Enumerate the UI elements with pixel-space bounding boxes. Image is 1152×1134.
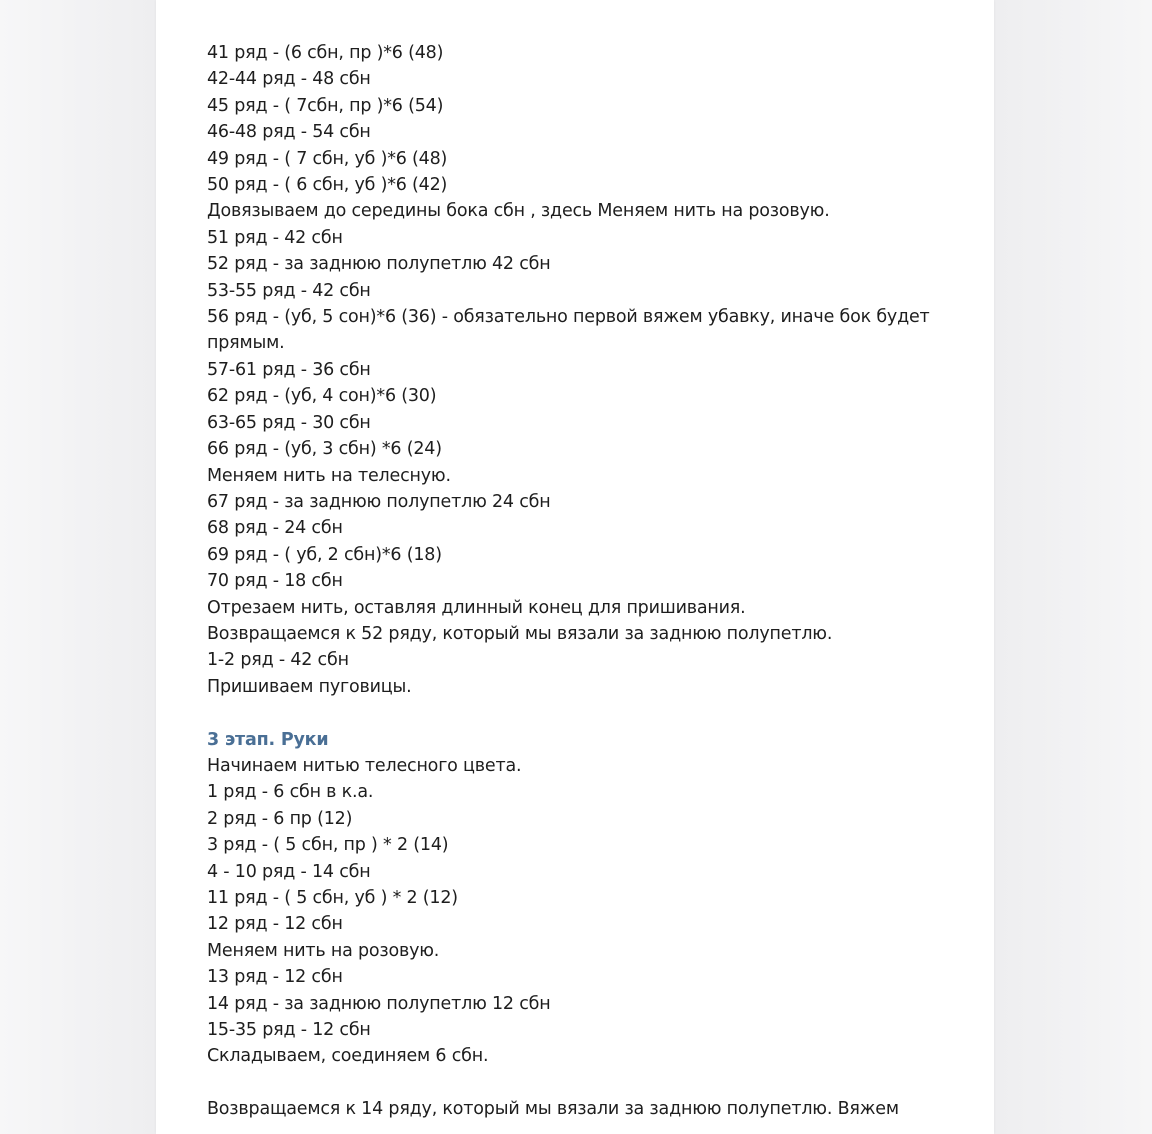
document-content [207, 40, 967, 1123]
text-line: 41 ряд - (6 сбн, пр )*6 (48) [207, 43, 444, 63]
text-line: 1-2 ряд - 42 сбн [207, 650, 349, 671]
text-line: 57-61 ряд - 36 сбн [207, 359, 371, 380]
text-line: 50 ряд - ( 6 сбн, уб )*6 (42) [207, 175, 448, 196]
text-line: 56 ряд - (уб, 5 сон)*6 (36) - обязательно первой вяжем убавку, иначе бок будет прямым. [207, 307, 930, 354]
text-line: Пришиваем пуговицы. [207, 676, 412, 697]
text-line: 63-65 ряд - 30 сбн [207, 412, 371, 433]
text-line: 46-48 ряд - 54 сбн [207, 122, 371, 143]
text-line: Возвращаемся к 14 ряду, который мы вязали за заднюю полупетлю. Вяжем [207, 1099, 899, 1120]
text-line: 68 ряд - 24 сбн [207, 518, 343, 539]
text-line: Довязываем до середины бока сбн , здесь Меняем нить на розовую. [207, 201, 830, 222]
text-line: 3 ряд - ( 5 сбн, пр ) * 2 (14) [207, 835, 449, 856]
text-line: 2 ряд - 6 пр (12) [207, 808, 353, 829]
text-line: 51 ряд - 42 сбн [207, 227, 343, 248]
paragraph-gap [207, 1070, 967, 1096]
text-line: 11 ряд - ( 5 сбн, уб ) * 2 (12) [207, 887, 458, 908]
text-line: Меняем нить на розовую. [207, 940, 440, 961]
text-line: 49 ряд - ( 7 сбн, уб )*6 (48) [207, 148, 448, 169]
text-block-continuation [207, 1096, 967, 1122]
text-line: Возвращаемся к 52 ряду, который мы вязали за заднюю полупетлю. [207, 623, 833, 644]
text-line: Начинаем нитью телесного цвета. [207, 755, 522, 776]
text-line: 1 ряд - 6 сбн в к.а. [207, 782, 374, 803]
text-line: 53-55 ряд - 42 сбн [207, 280, 371, 301]
text-line: Отрезаем нить, оставляя длинный конец для пришивания. [207, 597, 746, 618]
text-block-body-rows [207, 40, 967, 700]
text-line: 69 ряд - ( уб, 2 сбн)*6 (18) [207, 544, 442, 565]
text-line: 12 ряд - 12 сбн [207, 914, 343, 935]
background-right [994, 0, 1152, 1134]
text-line: 13 ряд - 12 сбн [207, 967, 343, 988]
background-left [0, 0, 156, 1134]
text-line: 67 ряд - за заднюю полупетлю 24 сбн [207, 491, 551, 512]
paragraph-gap [207, 700, 967, 726]
text-line: 70 ряд - 18 сбн [207, 571, 343, 592]
text-block-arms [207, 753, 967, 1070]
text-line: Складываем, соединяем 6 сбн. [207, 1046, 489, 1067]
text-line: 4 - 10 ряд - 14 сбн [207, 861, 371, 882]
text-line: 45 ряд - ( 7сбн, пр )*6 (54) [207, 95, 444, 116]
document-page[interactable] [156, 0, 994, 1134]
text-line: 52 ряд - за заднюю полупетлю 42 сбн [207, 254, 551, 275]
text-line: Меняем нить на телесную. [207, 465, 451, 486]
text-line: 66 ряд - (уб, 3 сбн) *6 (24) [207, 439, 442, 460]
section-heading: 3 этап. Руки [207, 729, 329, 750]
text-line: 14 ряд - за заднюю полупетлю 12 сбн [207, 993, 551, 1014]
text-line: 42-44 ряд - 48 сбн [207, 69, 371, 90]
text-line: 15-35 ряд - 12 сбн [207, 1020, 371, 1041]
text-line: 62 ряд - (уб, 4 сон)*6 (30) [207, 386, 437, 407]
